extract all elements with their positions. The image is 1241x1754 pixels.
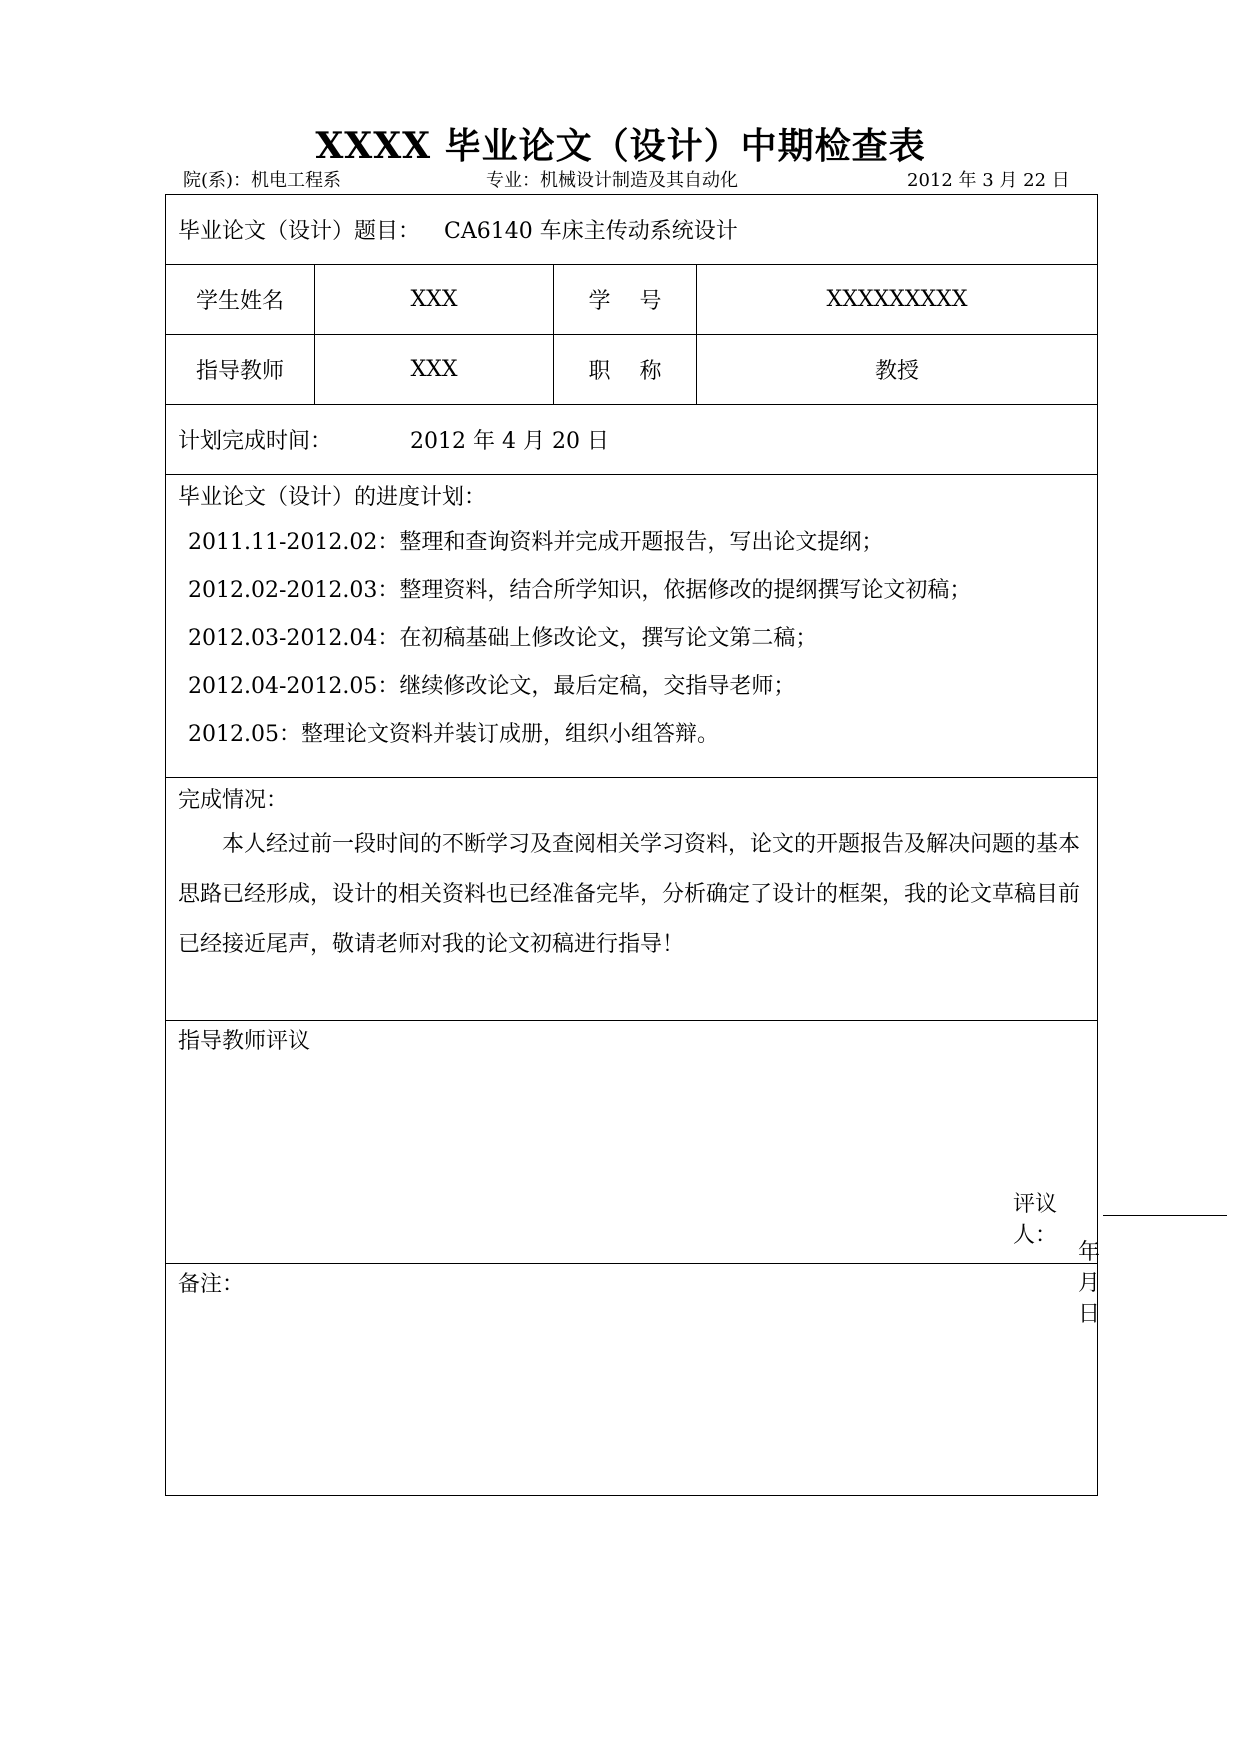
review-year-label: 年 — [1078, 1240, 1101, 1265]
plan-item: 2012.04-2012.05：继续修改论文，最后定稿，交指导老师； — [188, 674, 796, 699]
advisor-review-row — [166, 1021, 1098, 1264]
review-day-label: 日 — [1078, 1302, 1101, 1327]
major: 专业：机械设计制造及其自动化 — [486, 170, 738, 191]
topic-value: CA6140 车床主传动系统设计 — [444, 219, 738, 244]
student-id-value: XXXXXXXXX — [697, 265, 1098, 335]
student-name-value: XXX — [315, 265, 554, 335]
department: 院(系)：机电工程系 — [183, 170, 342, 191]
progress-plan-label: 毕业论文（设计）的进度计划： — [178, 485, 487, 510]
plan-item: 2012.03-2012.04：在初稿基础上修改论文，撰写论文第二稿； — [188, 626, 818, 651]
remarks-row — [166, 1264, 1098, 1496]
planned-completion-label: 计划完成时间： — [178, 429, 333, 454]
review-month-label: 月 — [1078, 1271, 1101, 1296]
student-row — [166, 265, 1098, 335]
plan-item: 2011.11-2012.02：整理和查询资料并完成开题报告，写出论文提纲； — [188, 530, 884, 555]
progress-plan-row — [166, 475, 1098, 778]
check-date: 2012 年 3 月 22 日 — [907, 170, 1070, 191]
advisor-name-label: 指导教师 — [166, 335, 315, 405]
remarks-label: 备注： — [178, 1272, 245, 1297]
student-id-label: 学 号 — [554, 265, 697, 335]
planned-completion-row — [166, 405, 1098, 475]
form-title: XXXX 毕业论文（设计）中期检查表 — [315, 125, 926, 167]
plan-item: 2012.02-2012.03：整理资料，结合所学知识，依据修改的提纲撰写论文初稿； — [188, 578, 972, 603]
reviewer-label: 评议人： — [1013, 1192, 1058, 1248]
signature-line — [1103, 1215, 1227, 1216]
advisor-row — [166, 335, 1098, 405]
completion-status-label: 完成情况： — [178, 788, 289, 813]
advisor-review-label: 指导教师评议 — [178, 1029, 311, 1054]
topic-row — [166, 195, 1098, 265]
completion-status-row — [166, 778, 1098, 1021]
completion-status-text: 本人经过前一段时间的不断学习及查阅相关学习资料，论文的开题报告及解决问题的基本思路已经形成，设计的相关资料也已经准备完毕，分析确定了设计的框架，我的论文草稿目前已经接近尾声，敬请老师对我的论文初稿进行指导！ — [178, 832, 1081, 957]
advisor-title-value: 教授 — [697, 335, 1098, 405]
review-date — [1078, 1235, 1122, 1328]
advisor-name-value: XXX — [315, 335, 554, 405]
student-name-label: 学生姓名 — [166, 265, 315, 335]
mid-term-check-form — [165, 194, 1101, 1496]
plan-item: 2012.05：整理论文资料并装订成册，组织小组答辩。 — [188, 722, 719, 747]
advisor-title-label: 职 称 — [554, 335, 697, 405]
planned-completion-value: 2012 年 4 月 20 日 — [410, 429, 609, 454]
topic-label: 毕业论文（设计）题目： — [178, 219, 421, 244]
